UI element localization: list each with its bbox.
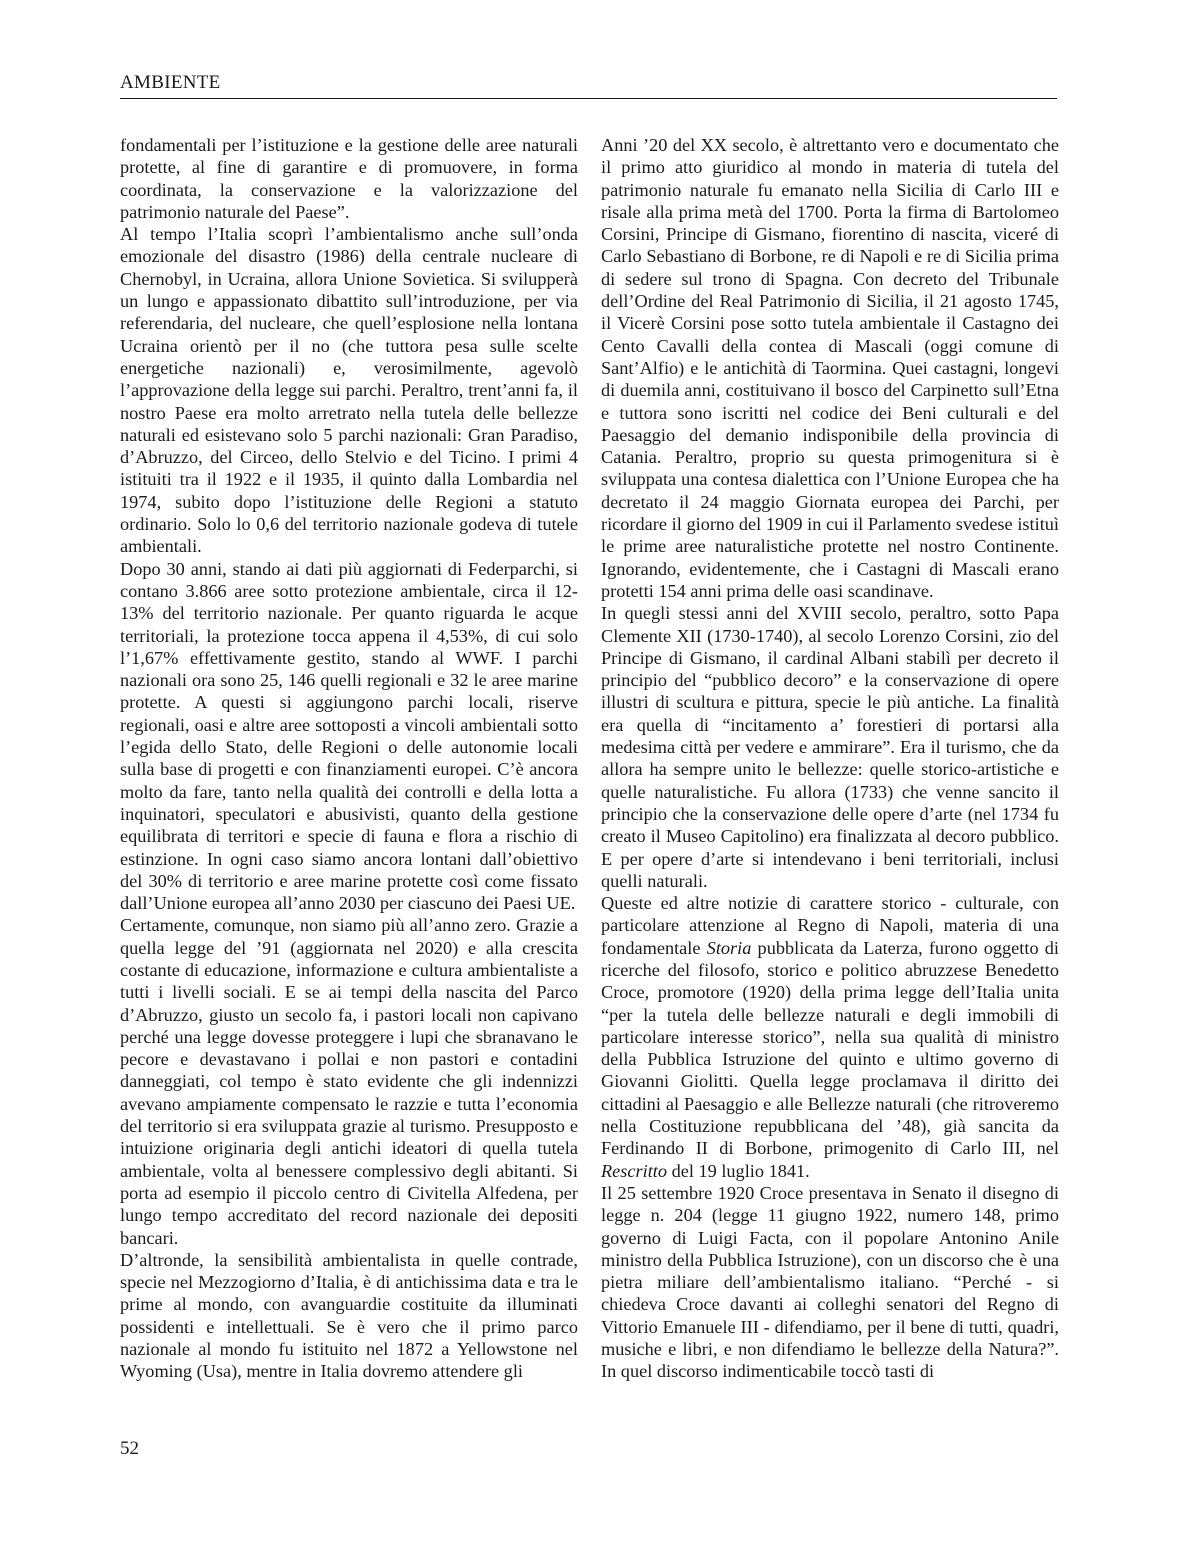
right-column	[601, 134, 1059, 1383]
page-number: 52	[120, 1438, 139, 1459]
paragraph: Certamente, comunque, non siamo più all’anno zero. Grazie a quella legge del ’91 (aggiornata nel 2020) e alla crescita costante di educazione, informazione e cultura ambientaliste a tutti i livelli sociali. E se ai tempi della nascita del Parco d’Abruzzo, giusto un secolo fa, i pastori locali non capivano perché una legge dovesse proteggere i lupi che sbranavano le pecore e devastavano i pollai e non pastori e contadini danneggiati, col tempo è stato evidente che gli indennizzi avevano ampiamente compensato le razzie e tutta l’economia del territorio si era sviluppata grazie al turismo. Presupposto e intuizione originaria degli antichi ideatori di quella tutela ambientale, volta al benessere complessivo degli abitanti. Si porta ad esempio il piccolo centro di Civitella Alfedena, per lungo tempo accreditato del record nazionale dei depositi bancari.	[120, 915, 578, 1248]
paragraph: Dopo 30 anni, stando ai dati più aggiornati di Federparchi, si contano 3.866 aree sotto protezione ambientale, circa il 12-13% del territorio nazionale. Per quanto riguarda le acque territoriali, la protezione tocca appena il 4,53%, di cui solo l’1,67% effettivamente gestito, stando al WWF. I parchi nazionali ora sono 25, 146 quelli regionali e 32 le aree marine protette. A questi si aggiungono parchi locali, riserve regionali, oasi e altre aree sottoposti a vincoli ambientali sotto l’egida dello Stato, delle Regioni o delle autonomie locali sulla base di progetti e con finanziamenti europei. C’è ancora molto da fare, tanto nella qualità dei controlli e della lotta a inquinatori, speculatori e abusivisti, quanto della gestione equilibrata di territori e specie di fauna e flora a rischio di estinzione. In ogni caso siamo ancora lontani dall’obiettivo del 30% di territorio e aree marine protette così come fissato dall’Unione europea all’anno 2030 per ciascuno dei Paesi UE.	[120, 558, 578, 914]
paragraph: Il 25 settembre 1920 Croce presentava in Senato il disegno di legge n. 204 (legge 11 giugno 1922, numero 148, primo governo di Luigi Facta, con il popolare Antonino Anile ministro della Pubblica Istruzione), con un discorso che è una pietra miliare dell’ambientalismo italiano. “Perché - si chiedeva Croce davanti ai colleghi senatori del Regno di Vittorio Emanuele III - difendiamo, per il bene di tutti, quadri, musiche e libri, e non difendiamo le bellezze della Natura?”. In quel discorso indimenticabile toccò tasti di	[601, 1182, 1059, 1382]
header-divider	[120, 98, 1057, 99]
text-run: del 19 luglio 1841.	[667, 1160, 810, 1181]
paragraph	[601, 892, 1059, 1182]
text-run: Queste ed altre notizie di carattere storico - culturale, con particolare attenzione al Regno di Napoli, materia di una fondamentale	[601, 893, 1059, 958]
running-head: AMBIENTE	[120, 72, 221, 93]
paragraph: Al tempo l’Italia scoprì l’ambientalismo anche sull’onda emozionale del disastro (1986) della centrale nucleare di Chernobyl, in Ucraina, allora Unione Sovietica. Si svilupperà un lungo e appassionato dibattito sull’introduzione, per via referendaria, del nucleare, che quell’esplosione nella lontana Ucraina orientò per il no (che tuttora pesa sulle scelte energetiche nazionali) e, verosimilmente, agevolò l’approvazione della legge sui parchi. Peraltro, trent’anni fa, il nostro Paese era molto arretrato nella tutela delle bellezze naturali ed esistevano solo 5 parchi nazionali: Gran Paradiso, d’Abruzzo, del Circeo, dello Stelvio e del Ticino. I primi 4 istituiti tra il 1922 e il 1935, il quinto dalla Lombardia nel 1974, subito dopo l’istituzione delle Regioni a statuto ordinario. Solo lo 0,6 del territorio nazionale godeva di tutele ambientali.	[120, 224, 578, 557]
italic-title: Storia	[706, 937, 752, 958]
text-run: pubblicata da Laterza, furono oggetto di ricerche del filosofo, storico e politico abruzzese Benedetto Croce, promotore (1920) della prima legge dell’Italia unita “per la tutela delle bellezze naturali e degli immobili di particolare interesse storico”, nella sua qualità di ministro della Pubblica Istruzione del quinto e ultimo governo di Giovanni Giolitti. Quella legge proclamava il diritto dei cittadini al Paesaggio e alle Bellezze naturali (che ritroveremo nella Costituzione repubblicana del ’48), già sancita da Ferdinando II di Borbone, primogenito di Carlo III, nel	[601, 937, 1059, 1159]
paragraph: D’altronde, la sensibilità ambientalista in quelle contrade, specie nel Mezzogiorno d’Italia, è di antichissima data e tra le prime al mondo, con avanguardie costituite da illuminati possidenti e intellettuali. Se è vero che il primo parco nazionale al mondo fu istituito nel 1872 a Yellowstone nel Wyoming (Usa), mentre in Italia dovremo attendere gli	[120, 1249, 578, 1382]
paragraph: Anni ’20 del XX secolo, è altrettanto vero e documentato che il primo atto giuridico al mondo in materia di tutela del patrimonio naturale fu emanato nella Sicilia di Carlo III e risale alla prima metà del 1700. Porta la firma di Bartolomeo Corsini, Principe di Gismano, fiorentino di nascita, viceré di Carlo Sebastiano di Borbone, re di Napoli e re di Sicilia prima di sedere sul trono di Spagna. Con decreto del Tribunale dell’Ordine del Real Patrimonio di Sicilia, il 21 agosto 1745, il Vicerè Corsini pose sotto tutela ambientale il Castagno dei Cento Cavalli della contea di Mascali (oggi comune di Sant’Alfio) e le antichità di Taormina. Quei castagni, longevi di duemila anni, costituivano il bosco del Carpinetto sull’Etna e tuttora sono iscritti nel codice dei Beni culturali e del Paesaggio del demanio indisponibile della provincia di Catania. Peraltro, proprio su questa primogenitura si è sviluppata una contesa dialettica con l’Unione Europea che ha decretato il 24 maggio Giornata europea dei Parchi, per ricordare il giorno del 1909 in cui il Parlamento svedese istituì le prime aree naturalistiche protette nel nostro Continente. Ignorando, evidentemente, che i Castagni di Mascali erano protetti 154 anni prima delle oasi scandinave.	[601, 135, 1059, 601]
paragraph: In quegli stessi anni del XVIII secolo, peraltro, sotto Papa Clemente XII (1730-1740), al secolo Lorenzo Corsini, zio del Principe di Gismano, il cardinal Albani stabilì per decreto il principio del “pubblico decoro” e la conservazione di opere illustri di scultura e pittura, specie le più antiche. La finalità era quella di “incitamento a’ forestieri di portarsi alla medesima città per vedere e ammirare”. Era il turismo, che da allora ha sempre unito le bellezze: quelle storico-artistiche e quelle naturalistiche. Fu allora (1733) che venne sancito il principio che la conservazione delle opere d’arte (nel 1734 fu creato il Museo Capitolino) era finalizzata al decoro pubblico. E per opere d’arte si intendevano i beni territoriali, inclusi quelli naturali.	[601, 603, 1059, 891]
left-column	[120, 134, 578, 1383]
paragraph: fondamentali per l’istituzione e la gestione delle aree naturali protette, al fine di garantire e di promuovere, in forma coordinata, la conservazione e la valorizzazione del patrimonio naturale del Paese”.	[120, 135, 578, 222]
italic-title: Rescritto	[601, 1160, 668, 1181]
